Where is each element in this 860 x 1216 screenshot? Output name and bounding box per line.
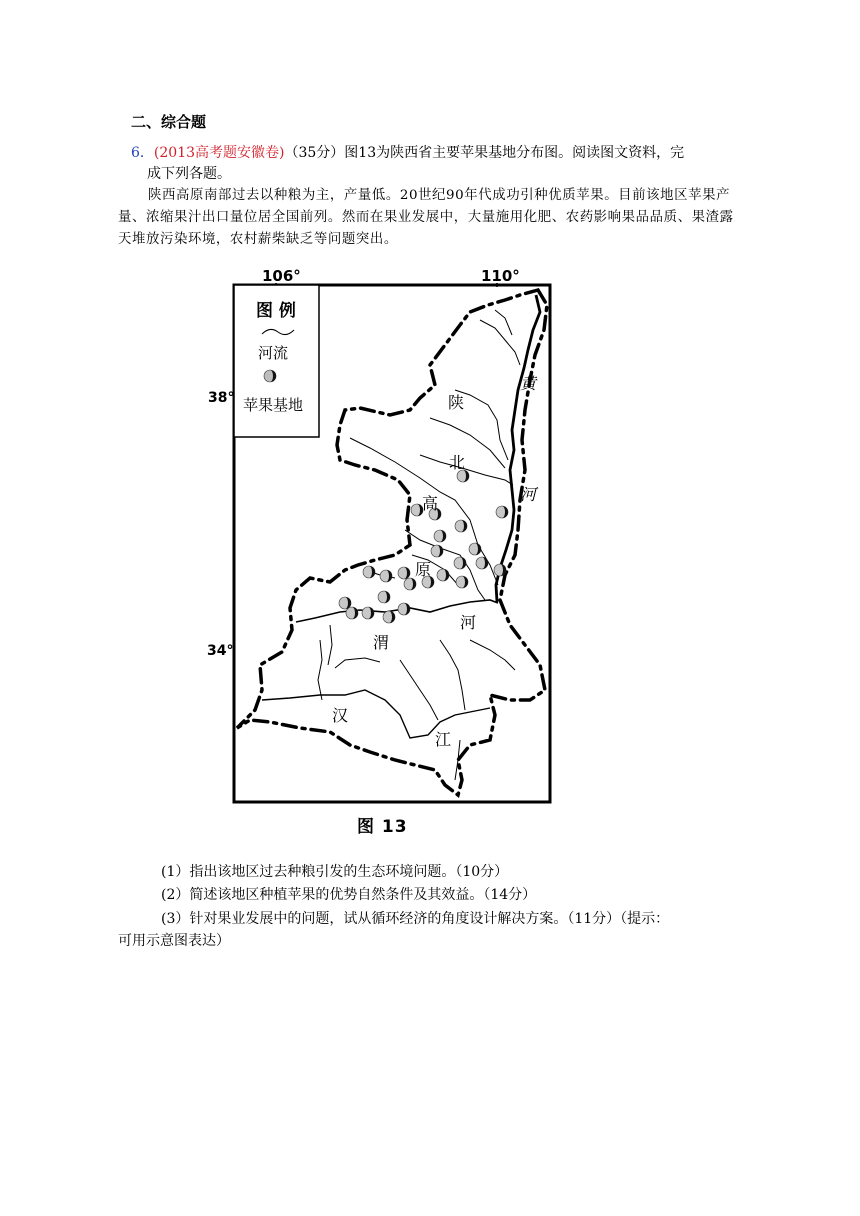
tributaries — [318, 310, 520, 780]
subquestion-3: (3）针对果业发展中的问题，试从循环经济的角度设计解决方案。（11分）（提示： — [161, 911, 670, 927]
question-paragraph: 陕西高原南部过去以种粮为主，产量低。20世纪90年代成功引种优质苹果。目前该地区苹果产量、浓缩果汁出口量位居全国前列。然而在果业发展中，大量施用化肥、农药影响果品品质、果渣露天堆放污染环境，农村薪柴缺乏等问题突出。 — [118, 188, 734, 247]
lat-label-38: 38° — [208, 390, 235, 406]
question-number: 6． — [131, 145, 154, 161]
apple-base-marker — [496, 506, 508, 518]
label-gao: 高 — [422, 494, 439, 513]
lon-label-106: 106° — [262, 267, 301, 285]
apple-base-marker — [383, 611, 395, 623]
apple-base-marker — [454, 557, 466, 569]
question-intro — [131, 143, 731, 163]
apple-base-marker — [494, 564, 506, 576]
label-huang: 黄 — [520, 374, 537, 393]
yellow-river — [496, 295, 540, 602]
label-wei: 渭 — [373, 633, 390, 652]
apple-base-marker — [398, 603, 410, 615]
lon-label-110: 110° — [481, 267, 520, 285]
question-intro-text: （35分）图13为陕西省主要苹果基地分布图。阅读图文资料，完 — [284, 145, 685, 161]
apple-base-marker — [434, 530, 446, 542]
apple-base-marker — [431, 545, 443, 557]
apple-base-marker — [456, 576, 468, 588]
apple-base-marker — [380, 570, 392, 582]
han-river — [262, 690, 490, 738]
legend-river-label: 河流 — [258, 344, 289, 362]
label-han: 汉 — [332, 706, 349, 725]
apple-base-marker — [455, 520, 467, 532]
label-wei-he: 河 — [460, 613, 477, 632]
label-huang-he: 河 — [520, 485, 537, 504]
apple-base-marker — [339, 597, 351, 609]
apple-base-marker — [476, 557, 488, 569]
apple-base-marker — [378, 591, 390, 603]
label-shan: 陕 — [448, 393, 465, 412]
apple-base-marker — [346, 607, 358, 619]
question-intro-line2: 成下列各题。 — [147, 166, 231, 182]
apple-base-marker — [398, 567, 410, 579]
apple-base-marker — [363, 566, 375, 578]
subquestion-2: (2）简述该地区种植苹果的优势自然条件及其效益。（14分） — [161, 887, 537, 903]
apple-base-marker — [437, 569, 449, 581]
subquestion-1: (1）指出该地区过去种粮引发的生态环境问题。（10分） — [161, 864, 509, 880]
shaanxi-apple-map — [200, 262, 570, 812]
map-legend — [234, 285, 319, 437]
legend-apple-icon — [264, 370, 276, 382]
legend-title: 图 例 — [256, 301, 296, 321]
label-bei: 北 — [449, 453, 466, 472]
apple-base-marker — [362, 607, 374, 619]
figure-caption: 图 13 — [357, 817, 408, 837]
section-title: 二、综合题 — [131, 113, 207, 131]
subquestion-3-continued: 可用示意图表达） — [118, 933, 230, 949]
apple-base-marker — [469, 543, 481, 555]
place-labels — [332, 374, 539, 749]
label-jiang: 江 — [435, 730, 452, 749]
apple-base-marker — [404, 578, 416, 590]
legend-apple-label: 苹果基地 — [243, 396, 304, 414]
lat-label-34: 34° — [207, 643, 234, 659]
label-yuan: 原 — [415, 560, 432, 579]
question-source: (2013高考题安徽卷) — [153, 145, 285, 161]
